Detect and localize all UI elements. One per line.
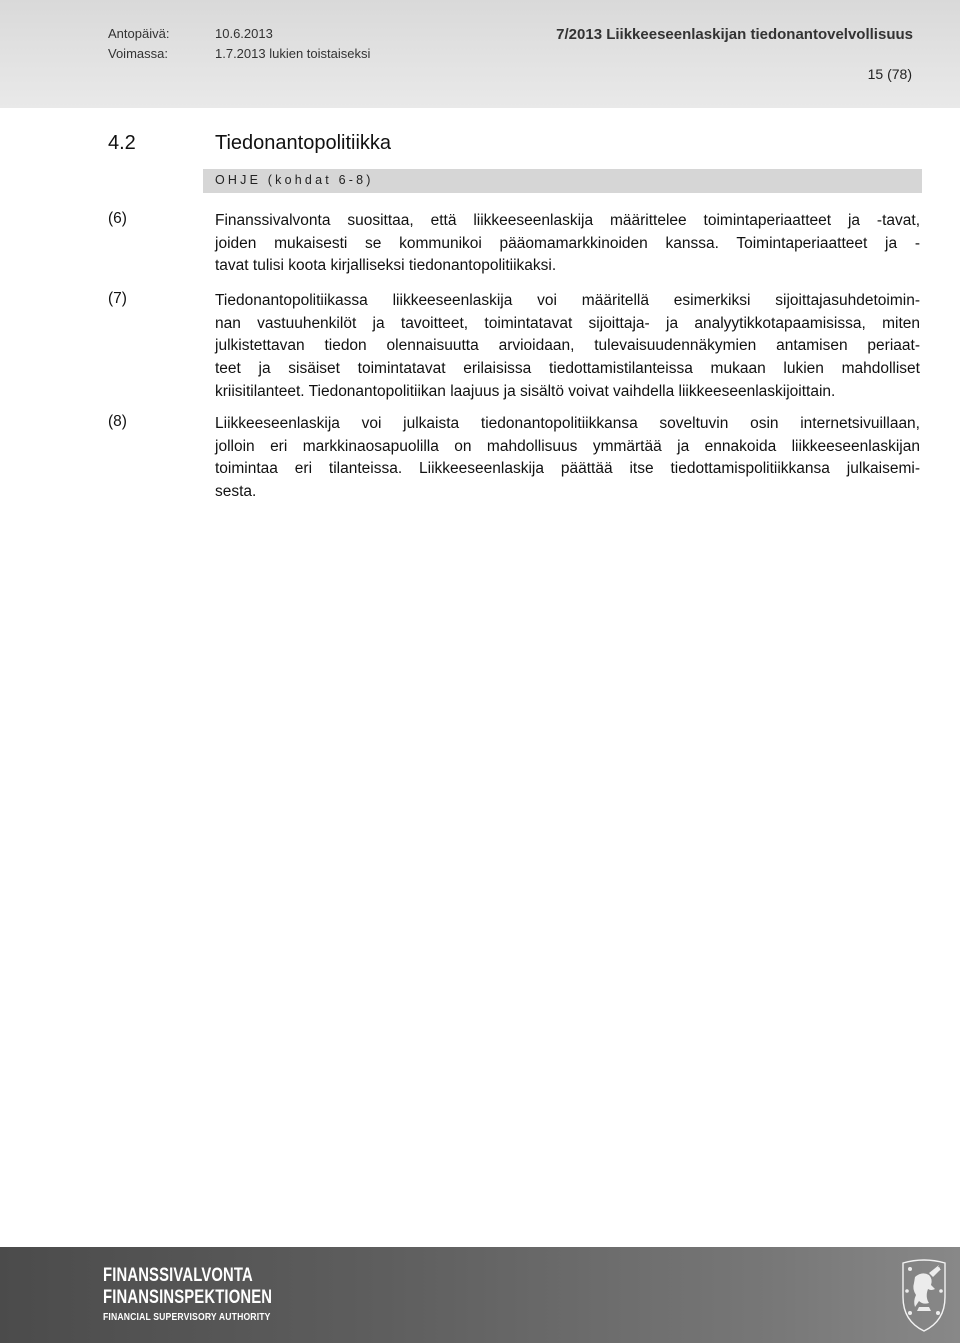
paragraph-text bbox=[215, 290, 920, 404]
valid-value: 1.7.2013 lukien toistaiseksi bbox=[215, 46, 371, 61]
document-title: 7/2013 Liikkeeseenlaskijan tiedonantovelvollisuus bbox=[556, 26, 913, 43]
paragraph-line: teet ja sisäiset toimintatavat erilaisissa tiedottamistilanteissa mukaan lukien mahdolliset bbox=[215, 360, 920, 378]
paragraph-number: (7) bbox=[108, 290, 127, 307]
published-label: Antopäivä: bbox=[108, 26, 170, 41]
paragraph-line: kriisitilanteet. Tiedonantopolitiikan laajuus ja sisältö voivat vaihdella liikkeeseenlaskijoittain. bbox=[215, 382, 836, 400]
paragraph-line: Liikkeeseenlaskija voi julkaista tiedonantopolitiikkansa soveltuvin osin internetsivuillaan, bbox=[215, 415, 920, 432]
paragraph-line: Finanssivalvonta suosittaa, että liikkeeseenlaskija määrittelee toimintaperiaatteet ja -tavat, bbox=[215, 212, 920, 229]
section-number: 4.2 bbox=[108, 132, 136, 154]
paragraph-line: nan vastuuhenkilöt ja tavoitteet, toimintatavat sijoittaja- ja analyytikkotapaamisissa, miten bbox=[215, 314, 920, 332]
paragraph-line: julkistettavan tiedon olennaisuutta arvioidaan, tulevaisuudennäkymien antamisen periaat- bbox=[215, 337, 920, 355]
paragraph-text bbox=[215, 210, 920, 278]
published-date: 10.6.2013 bbox=[215, 26, 273, 41]
paragraph-line: joiden mukaisesti se kommunikoi pääomamarkkinoiden kanssa. Toimintaperiaatteet ja - bbox=[215, 234, 920, 252]
logo-text-finnish: FINANSSIVALVONTA bbox=[103, 1265, 253, 1286]
section-title: Tiedonantopolitiikka bbox=[215, 132, 392, 154]
paragraph-line: jolloin eri markkinaosapuolilla on mahdollisuus ymmärtää ja ennakoida liikkeeseenlaskijan bbox=[215, 437, 920, 455]
paragraph-text bbox=[215, 413, 920, 504]
paragraph-line: tavat tulisi koota kirjalliseksi tiedonantopolitiikaksi. bbox=[215, 257, 557, 275]
paragraph-line: sesta. bbox=[215, 483, 257, 501]
paragraph-line: toimintaa eri tilanteissa. Liikkeeseenlaskija päättää itse tiedottamispolitiikkansa julkaisemi- bbox=[215, 460, 920, 478]
logo-text-english: FINANCIAL SUPERVISORY AUTHORITY bbox=[103, 1311, 271, 1323]
logo-text-swedish: FINANSINSPEKTIONEN bbox=[103, 1287, 273, 1308]
page-number: 15 (78) bbox=[867, 66, 912, 82]
paragraph-number: (6) bbox=[108, 210, 127, 227]
valid-label: Voimassa: bbox=[108, 46, 168, 61]
paragraph-number: (8) bbox=[108, 413, 127, 430]
guide-bar bbox=[203, 169, 922, 193]
guide-label: OHJE (kohdat 6-8) bbox=[215, 173, 374, 187]
finnish-lion-crest-icon bbox=[895, 1255, 953, 1335]
paragraph-line: Tiedonantopolitiikassa liikkeeseenlaskija voi määritellä esimerkiksi sijoittajasuhdetoimin- bbox=[215, 292, 920, 309]
